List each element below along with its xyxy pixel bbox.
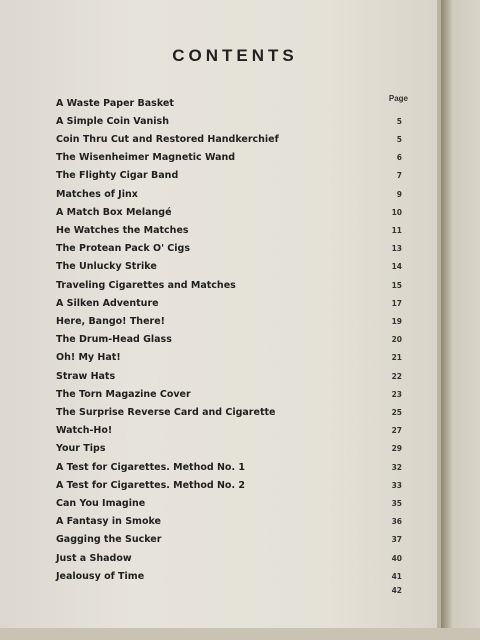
- page-column-header: Page: [388, 94, 408, 103]
- toc-entry-title: Straw Hats: [56, 370, 116, 382]
- toc-entry[interactable]: [56, 405, 402, 419]
- toc-entry[interactable]: [56, 187, 402, 201]
- toc-entry[interactable]: [56, 296, 402, 310]
- toc-entry-title: The Wisenheimer Magnetic Wand: [56, 152, 236, 164]
- toc-entry-page: 27: [391, 426, 402, 436]
- toc-entry-page: 41: [391, 571, 402, 581]
- toc-entry[interactable]: [56, 569, 402, 583]
- toc-entry-page: 13: [391, 244, 402, 254]
- toc-entry-page: 10: [391, 207, 402, 217]
- dot-leader: [197, 387, 382, 401]
- toc-entry[interactable]: [56, 460, 402, 474]
- dot-leader: [167, 533, 382, 547]
- toc-entry-title: A Test for Cigarettes. Method No. 1: [56, 461, 245, 473]
- dot-leader: [150, 569, 382, 583]
- toc-entry-page: 42: [391, 585, 402, 595]
- toc-entry-title: Matches of Jinx: [56, 188, 138, 200]
- toc-entry-page: 15: [391, 280, 402, 290]
- toc-entry-page: 36: [391, 517, 402, 527]
- toc-entry[interactable]: [56, 260, 402, 274]
- toc-entry-page: 14: [391, 262, 402, 272]
- dot-leader: [171, 314, 382, 328]
- dot-leader: [184, 169, 382, 183]
- dot-leader: [196, 242, 382, 256]
- toc-entry-page: 33: [391, 480, 402, 490]
- toc-entry-page: 32: [391, 462, 402, 472]
- toc-entry[interactable]: [56, 424, 402, 438]
- toc-entry-title: Gagging the Sucker: [56, 534, 162, 546]
- toc-entry-title: The Flighty Cigar Band: [56, 170, 179, 182]
- toc-entry[interactable]: [56, 151, 402, 165]
- toc-entry-title: He Watches the Matches: [56, 224, 189, 236]
- toc-entry-title: Your Tips: [56, 443, 106, 455]
- toc-entry[interactable]: [56, 515, 402, 529]
- toc-entry[interactable]: [56, 223, 402, 237]
- toc-entry-title: Jealousy of Time: [56, 570, 145, 582]
- toc-entry[interactable]: [56, 351, 402, 365]
- toc-entry[interactable]: [56, 387, 402, 401]
- toc-entry-title: Just a Shadow: [56, 552, 132, 564]
- toc-entry-page: 6: [396, 153, 402, 163]
- dot-leader: [178, 333, 382, 347]
- dot-leader: [251, 478, 382, 492]
- toc-entry-title: A Fantasy in Smoke: [56, 516, 161, 528]
- dot-leader: [178, 205, 382, 219]
- toc-entry-title: Can You Imagine: [56, 497, 146, 509]
- toc-entry-title: A Match Box Melangé: [56, 206, 172, 218]
- toc-entry[interactable]: [56, 533, 402, 547]
- page-title: CONTENTS: [172, 46, 298, 65]
- dot-leader: [138, 551, 382, 565]
- toc-entry-page: 29: [391, 444, 402, 454]
- toc-entry-page: 19: [391, 316, 402, 326]
- dot-leader: [251, 460, 382, 474]
- dot-leader: [127, 351, 382, 365]
- toc-entry-page: 11: [391, 225, 402, 235]
- toc-entry-page: 22: [391, 371, 402, 381]
- toc-entry-title: A Waste Paper Basket: [56, 97, 174, 109]
- toc-entry[interactable]: [56, 169, 402, 183]
- toc-entry-title: The Drum-Head Glass: [56, 334, 172, 346]
- dot-leader: [111, 442, 382, 456]
- toc-entry-page: 5: [396, 134, 402, 144]
- dot-leader: [175, 114, 382, 128]
- toc-entry[interactable]: [56, 132, 402, 146]
- toc-entry[interactable]: [56, 478, 402, 492]
- dot-leader: [180, 96, 382, 110]
- toc-entry-page: 5: [396, 116, 402, 126]
- toc-entry-title: The Protean Pack O' Cigs: [56, 243, 190, 255]
- toc-entry[interactable]: [56, 442, 402, 456]
- dot-leader: [165, 296, 382, 310]
- dot-leader: [195, 223, 382, 237]
- toc-entry-page: 23: [391, 389, 402, 399]
- toc-entry-title: Oh! My Hat!: [56, 352, 121, 364]
- toc-entry-page: 40: [391, 553, 402, 563]
- dot-leader: [241, 151, 382, 165]
- toc-entry-title: Traveling Cigarettes and Matches: [56, 279, 236, 291]
- toc-entry[interactable]: [56, 278, 402, 292]
- toc-entry-title: The Torn Magazine Cover: [56, 388, 191, 400]
- toc-entry[interactable]: [56, 496, 402, 510]
- toc-entry-page: 25: [391, 407, 402, 417]
- toc-entry-page: 21: [391, 353, 402, 363]
- toc-entry[interactable]: [56, 96, 402, 110]
- dot-leader: [151, 496, 382, 510]
- toc-entry-title: A Test for Cigarettes. Method No. 2: [56, 479, 245, 491]
- adjacent-page: [441, 0, 480, 640]
- toc-entry-title: A Silken Adventure: [56, 297, 159, 309]
- toc-entry-page: 7: [396, 171, 402, 181]
- toc-entry[interactable]: [56, 551, 402, 565]
- dot-leader: [121, 369, 382, 383]
- dot-leader: [118, 424, 382, 438]
- dot-leader: [167, 515, 382, 529]
- toc-entry-title: Watch-Ho!: [56, 425, 113, 437]
- toc-entry[interactable]: [56, 242, 402, 256]
- toc-entry-page: 9: [396, 189, 402, 199]
- toc-entry[interactable]: [56, 114, 402, 128]
- toc-entry-page: 37: [391, 535, 402, 545]
- toc-entry-title: Coin Thru Cut and Restored Handkerchief: [56, 133, 279, 145]
- toc-entry[interactable]: [56, 205, 402, 219]
- dot-leader: [242, 278, 382, 292]
- dot-leader: [281, 405, 382, 419]
- toc-entry-title: Here, Bango! There!: [56, 315, 165, 327]
- toc-entry-page: 20: [391, 335, 402, 345]
- toc-trailing-page: [56, 583, 402, 597]
- toc-entry-page: 35: [391, 498, 402, 508]
- toc-entry-page: 17: [391, 298, 402, 308]
- dot-leader: [163, 260, 382, 274]
- toc-entry-title: A Simple Coin Vanish: [56, 115, 169, 127]
- dot-leader: [285, 132, 382, 146]
- toc-entry[interactable]: [56, 314, 402, 328]
- toc-entry[interactable]: [56, 369, 402, 383]
- dot-leader: [144, 187, 382, 201]
- toc-entry-title: The Surprise Reverse Card and Cigarette: [56, 406, 276, 418]
- toc-entry-title: The Unlucky Strike: [56, 261, 157, 273]
- toc-entry[interactable]: [56, 333, 402, 347]
